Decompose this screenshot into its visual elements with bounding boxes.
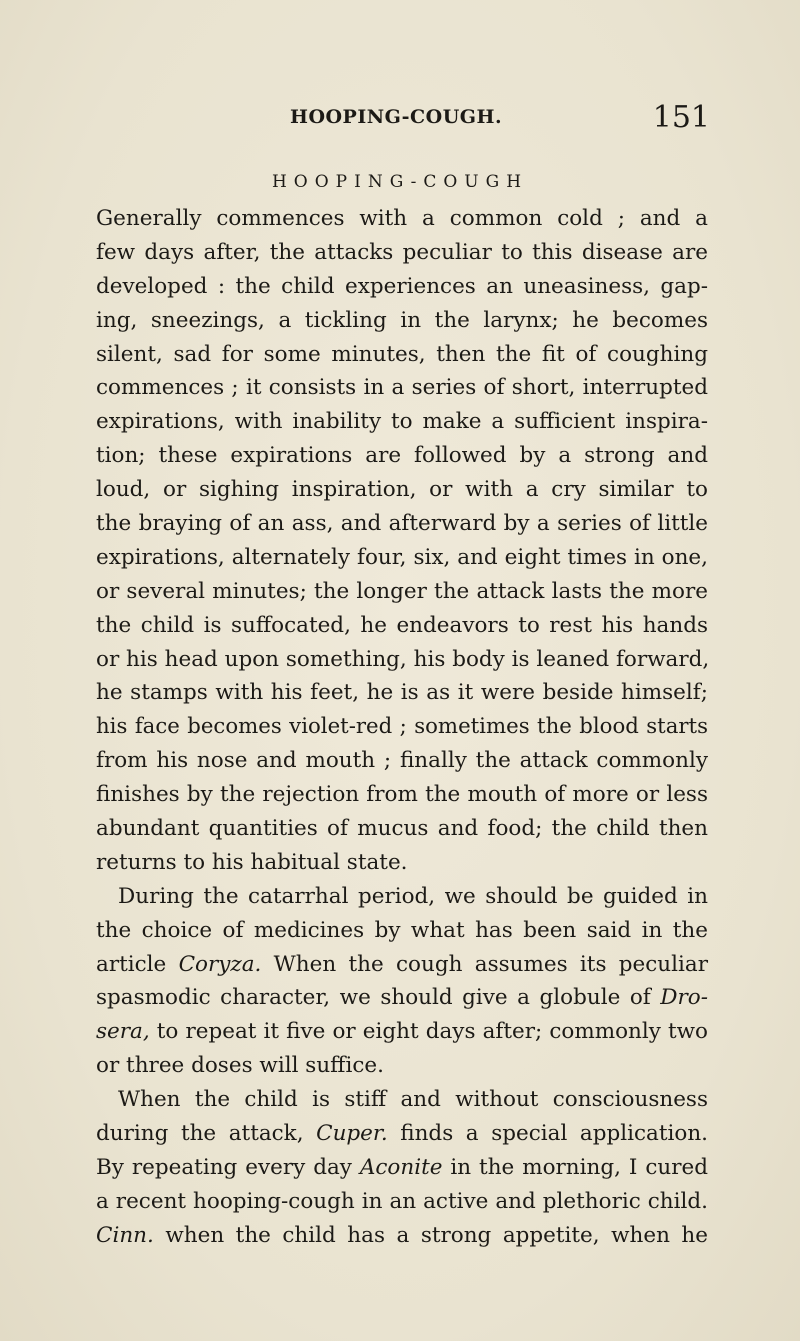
italic-term: Coryza. — [178, 951, 262, 977]
text-line: expirations, alternately four, six, and eight times in one, — [96, 544, 708, 570]
text-segment: in the morning, I cured — [442, 1154, 708, 1180]
italic-term: Cuper. — [316, 1121, 388, 1147]
text-line: silent, sad for some minutes, then the fit of coughing — [96, 341, 708, 367]
text-line: During the catarrhal period, we should be guided in — [118, 883, 708, 909]
text-line: returns to his habitual state. — [96, 849, 408, 875]
text-line: Generally commences with a common cold ; and a — [96, 206, 708, 231]
text-segment: to repeat it five or eight days after; commonly two — [149, 1019, 708, 1045]
text-segment: When the cough assumes its peculiar — [261, 951, 708, 977]
text-line: a recent hooping-cough in an active and plethoric child. — [96, 1188, 708, 1214]
text-line — [96, 1219, 708, 1253]
text-segment: when the child has a strong appetite, when he — [153, 1222, 708, 1248]
text-line — [96, 1151, 708, 1185]
italic-term: sera, — [96, 1019, 150, 1045]
text-line — [96, 1117, 708, 1151]
text-line: the choice of medicines by what has been said in the — [96, 917, 708, 943]
text-line: finishes by the rejection from the mouth of more or less — [96, 782, 708, 808]
text-segment: article — [96, 951, 179, 977]
text-line — [96, 981, 708, 1015]
text-line — [96, 1015, 708, 1049]
running-head-title: HOOPING-COUGH. — [290, 106, 503, 128]
text-line: When the child is stiff and without consciousness — [118, 1087, 708, 1113]
page-number: 151 — [652, 100, 710, 135]
text-line: or three doses will suffice. — [96, 1053, 384, 1079]
text-line: ing, sneezings, a tickling in the larynx; he becomes — [96, 307, 708, 333]
text-line: from his nose and mouth ; finally the attack commonly — [96, 748, 708, 774]
text-line: expirations, with inability to make a sufficient inspira- — [96, 409, 708, 435]
italic-term: Dro- — [660, 985, 708, 1011]
text-line: the braying of an ass, and afterward by a series of little — [96, 511, 708, 537]
italic-term: Aconite — [359, 1154, 443, 1180]
text-line — [96, 948, 708, 982]
text-line: loud, or sighing inspiration, or with a cry similar to — [96, 477, 708, 503]
text-segment: By repeating every day — [96, 1154, 360, 1180]
text-line: he stamps with his feet, he is as it were beside himself; — [96, 680, 708, 706]
text-line: commences ; it consists in a series of short, interrupted — [96, 375, 708, 401]
text-line: or his head upon something, his body is leaned forward, — [96, 646, 710, 672]
text-segment: during the attack, — [96, 1121, 317, 1147]
text-line: the child is suffocated, he endeavors to rest his hands — [96, 612, 708, 638]
text-line: developed : the child experiences an uneasiness, gap- — [96, 273, 708, 299]
section-title: HOOPING-COUGH — [271, 172, 529, 192]
text-line: or several minutes; the longer the attack lasts the more — [96, 578, 708, 604]
italic-term: Cinn. — [96, 1222, 154, 1248]
text-segment: finds a special application. — [387, 1121, 708, 1147]
running-head — [290, 102, 710, 138]
text-line: tion; these expirations are followed by a strong and — [96, 443, 708, 469]
body-text — [96, 202, 708, 1253]
text-line: abundant quantities of mucus and food; the child then — [96, 816, 708, 842]
text-line: his face becomes violet-red ; sometimes the blood starts — [96, 714, 708, 740]
text-line: few days after, the attacks peculiar to this disease are — [96, 239, 708, 265]
text-segment: spasmodic character, we should give a globule of — [96, 985, 661, 1011]
